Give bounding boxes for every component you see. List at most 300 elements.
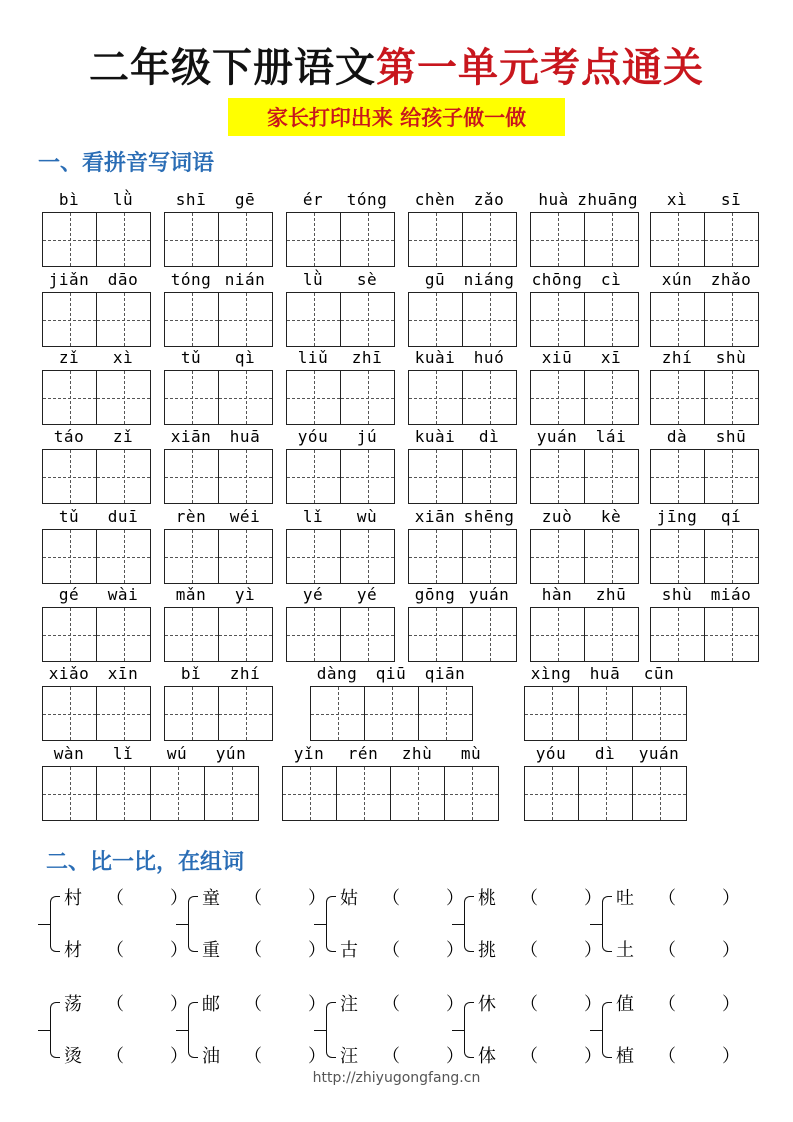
- tianzige-boxes: [42, 529, 151, 584]
- pinyin-syllable: dàng: [316, 664, 358, 683]
- word-box-group: [650, 585, 758, 661]
- writing-cell[interactable]: [391, 767, 445, 820]
- writing-cell[interactable]: [97, 530, 151, 583]
- tianzige-boxes: [42, 370, 151, 425]
- pinyin-syllable: mù: [460, 744, 482, 763]
- writing-cell[interactable]: [165, 530, 219, 583]
- pinyin-syllable: shù: [661, 585, 693, 604]
- compare-item[interactable]: [64, 1042, 188, 1068]
- pinyin-syllable: shū: [715, 427, 747, 446]
- word-box-group: [286, 507, 394, 583]
- writing-cell[interactable]: [531, 530, 585, 583]
- answer-paren-close: ）: [722, 1046, 740, 1067]
- writing-cell[interactable]: [409, 608, 463, 661]
- answer-paren-open: （: [244, 994, 262, 1015]
- compare-character: 挑: [478, 940, 496, 961]
- writing-cell[interactable]: [287, 530, 341, 583]
- brace-stem: [590, 1030, 602, 1031]
- compare-item[interactable]: [478, 936, 602, 962]
- writing-cell[interactable]: [409, 450, 463, 503]
- writing-cell[interactable]: [585, 530, 639, 583]
- compare-character: 植: [616, 1046, 634, 1067]
- writing-cell[interactable]: [205, 767, 259, 820]
- writing-cell[interactable]: [341, 450, 395, 503]
- tianzige-boxes: [650, 529, 759, 584]
- pinyin-syllable: yé: [302, 585, 324, 604]
- writing-cell[interactable]: [165, 293, 219, 346]
- word-box-group: [530, 507, 638, 583]
- writing-cell[interactable]: [705, 608, 759, 661]
- writing-cell[interactable]: [463, 608, 517, 661]
- writing-cell[interactable]: [43, 530, 97, 583]
- writing-cell[interactable]: [219, 213, 273, 266]
- compare-item[interactable]: [616, 1042, 740, 1068]
- writing-cell[interactable]: [219, 450, 273, 503]
- writing-cell[interactable]: [43, 687, 97, 740]
- writing-cell[interactable]: [43, 767, 97, 820]
- pinyin-label: [408, 585, 516, 607]
- writing-cell[interactable]: [585, 213, 639, 266]
- pinyin-syllable: yún: [215, 744, 247, 763]
- writing-cell[interactable]: [219, 608, 273, 661]
- pinyin-syllable: shù: [715, 348, 747, 367]
- pinyin-label: [650, 270, 758, 292]
- pinyin-syllable: huā: [589, 664, 621, 683]
- compare-item[interactable]: [616, 990, 740, 1016]
- pinyin-syllable: zǐ: [112, 427, 134, 446]
- answer-paren-close: ）: [584, 940, 602, 961]
- tianzige-boxes: [286, 607, 395, 662]
- writing-cell[interactable]: [165, 450, 219, 503]
- pinyin-syllable: tǔ: [180, 348, 202, 367]
- tianzige-boxes: [42, 686, 151, 741]
- pinyin-label: [530, 190, 638, 212]
- tianzige-boxes: [530, 370, 639, 425]
- footer-url: http://zhiyugongfang.cn: [312, 1070, 481, 1086]
- writing-cell[interactable]: [97, 213, 151, 266]
- word-box-group: [42, 664, 150, 740]
- compare-character: 村: [64, 888, 82, 909]
- brace-stem: [314, 1030, 326, 1031]
- writing-cell[interactable]: [165, 608, 219, 661]
- writing-cell[interactable]: [341, 213, 395, 266]
- brace-stem: [452, 924, 464, 925]
- pinyin-label: [286, 427, 394, 449]
- brace: [464, 1002, 474, 1058]
- writing-cell[interactable]: [579, 767, 633, 820]
- answer-paren-open: （: [520, 888, 538, 909]
- pinyin-syllable: gū: [424, 270, 446, 289]
- compare-item[interactable]: [202, 990, 326, 1016]
- brace-stem: [38, 1030, 50, 1031]
- writing-cell[interactable]: [585, 371, 639, 424]
- writing-cell[interactable]: [151, 767, 205, 820]
- section-1-heading: 一、看拼音写词语: [38, 150, 215, 176]
- pinyin-label: [286, 348, 394, 370]
- pinyin-syllable: kuài: [414, 348, 456, 367]
- writing-cell[interactable]: [579, 687, 633, 740]
- writing-cell[interactable]: [43, 608, 97, 661]
- answer-paren-close: ）: [170, 940, 188, 961]
- pinyin-syllable: gé: [58, 585, 80, 604]
- brace: [602, 896, 612, 952]
- writing-cell[interactable]: [287, 371, 341, 424]
- pinyin-syllable: xì: [112, 348, 134, 367]
- pinyin-syllable: shī: [175, 190, 207, 209]
- compare-item[interactable]: [202, 936, 326, 962]
- writing-cell[interactable]: [165, 687, 219, 740]
- writing-cell[interactable]: [463, 450, 517, 503]
- writing-cell[interactable]: [311, 687, 365, 740]
- answer-paren-open: （: [520, 940, 538, 961]
- writing-cell[interactable]: [97, 293, 151, 346]
- writing-cell[interactable]: [341, 608, 395, 661]
- pinyin-syllable: wù: [356, 507, 378, 526]
- answer-paren-close: ）: [446, 1046, 464, 1067]
- pinyin-syllable: wài: [107, 585, 139, 604]
- writing-cell[interactable]: [585, 293, 639, 346]
- tianzige-boxes: [650, 212, 759, 267]
- compare-item[interactable]: [616, 884, 740, 910]
- pinyin-syllable: liǔ: [297, 348, 329, 367]
- writing-cell[interactable]: [409, 213, 463, 266]
- writing-cell[interactable]: [287, 450, 341, 503]
- tianzige-boxes: [650, 449, 759, 504]
- pinyin-label: [524, 744, 686, 766]
- compare-character: 体: [478, 1046, 496, 1067]
- compare-pair: [176, 884, 326, 964]
- pinyin-syllable: tóng: [346, 190, 388, 209]
- brace-stem: [314, 924, 326, 925]
- answer-paren-open: （: [106, 888, 124, 909]
- compare-pair: [314, 884, 464, 964]
- pinyin-syllable: tóng: [170, 270, 212, 289]
- pinyin-syllable: ér: [302, 190, 324, 209]
- pinyin-syllable: zhù: [401, 744, 433, 763]
- writing-cell[interactable]: [43, 371, 97, 424]
- pinyin-label: [530, 427, 638, 449]
- writing-cell[interactable]: [705, 371, 759, 424]
- tianzige-boxes: [286, 449, 395, 504]
- answer-paren-open: （: [106, 994, 124, 1015]
- writing-cell[interactable]: [651, 450, 705, 503]
- word-box-group: [286, 348, 394, 424]
- pinyin-syllable: lái: [595, 427, 627, 446]
- compare-character: 吐: [616, 888, 634, 909]
- pinyin-syllable: yuán: [638, 744, 680, 763]
- writing-cell[interactable]: [463, 213, 517, 266]
- writing-cell[interactable]: [585, 450, 639, 503]
- writing-cell[interactable]: [219, 687, 273, 740]
- compare-character: 汪: [340, 1046, 358, 1067]
- answer-paren-close: ）: [584, 888, 602, 909]
- answer-paren-open: （: [520, 994, 538, 1015]
- compare-item[interactable]: [340, 990, 464, 1016]
- pinyin-label: [650, 190, 758, 212]
- writing-cell[interactable]: [365, 687, 419, 740]
- writing-cell[interactable]: [651, 371, 705, 424]
- word-box-group: [530, 348, 638, 424]
- word-box-group: [650, 190, 758, 266]
- writing-cell[interactable]: [651, 608, 705, 661]
- word-box-group: [286, 270, 394, 346]
- pinyin-syllable: rén: [347, 744, 379, 763]
- brace: [464, 896, 474, 952]
- pinyin-label: [530, 348, 638, 370]
- compare-item[interactable]: [340, 884, 464, 910]
- pinyin-syllable: wú: [166, 744, 188, 763]
- writing-cell[interactable]: [531, 293, 585, 346]
- page-title: [0, 36, 793, 93]
- pinyin-syllable: qiān: [424, 664, 466, 683]
- writing-cell[interactable]: [705, 450, 759, 503]
- pinyin-syllable: lǜ: [112, 190, 134, 209]
- pinyin-syllable: hàn: [541, 585, 573, 604]
- tianzige-boxes: [286, 529, 395, 584]
- pinyin-label: [408, 190, 516, 212]
- writing-cell[interactable]: [165, 371, 219, 424]
- pinyin-label: [42, 427, 150, 449]
- word-box-group: [42, 585, 150, 661]
- word-box-group: [530, 427, 638, 503]
- pinyin-syllable: zǐ: [58, 348, 80, 367]
- pinyin-label: [286, 507, 394, 529]
- writing-cell[interactable]: [419, 687, 473, 740]
- word-box-group: [310, 664, 472, 740]
- pinyin-syllable: xì: [666, 190, 688, 209]
- pinyin-syllable: jīng: [656, 507, 698, 526]
- tianzige-boxes: [530, 529, 639, 584]
- compare-character: 古: [340, 940, 358, 961]
- pinyin-syllable: lǐ: [302, 507, 324, 526]
- pinyin-label: [286, 190, 394, 212]
- compare-item[interactable]: [64, 936, 188, 962]
- compare-item[interactable]: [202, 884, 326, 910]
- writing-cell[interactable]: [463, 293, 517, 346]
- writing-cell[interactable]: [219, 530, 273, 583]
- brace: [326, 1002, 336, 1058]
- pinyin-syllable: nián: [224, 270, 266, 289]
- tianzige-boxes: [530, 212, 639, 267]
- answer-paren-open: （: [658, 888, 676, 909]
- pinyin-syllable: yóu: [535, 744, 567, 763]
- word-box-group: [530, 190, 638, 266]
- pinyin-syllable: zhí: [229, 664, 261, 683]
- tianzige-boxes: [164, 607, 273, 662]
- word-box-group: [164, 427, 272, 503]
- pinyin-syllable: xiān: [414, 507, 456, 526]
- compare-pair: [38, 884, 188, 964]
- writing-cell[interactable]: [651, 530, 705, 583]
- compare-item[interactable]: [64, 990, 188, 1016]
- brace-stem: [590, 924, 602, 925]
- writing-cell[interactable]: [97, 767, 151, 820]
- compare-character: 童: [202, 888, 220, 909]
- writing-cell[interactable]: [463, 530, 517, 583]
- writing-cell[interactable]: [97, 371, 151, 424]
- pinyin-label: [42, 348, 150, 370]
- pinyin-syllable: xiū: [541, 348, 573, 367]
- writing-cell[interactable]: [531, 608, 585, 661]
- pinyin-syllable: xìng: [530, 664, 572, 683]
- writing-cell[interactable]: [585, 608, 639, 661]
- pinyin-label: [42, 664, 150, 686]
- writing-cell[interactable]: [409, 293, 463, 346]
- writing-cell[interactable]: [165, 213, 219, 266]
- tianzige-boxes: [42, 766, 259, 821]
- title-grade: 二年级下册语文: [89, 45, 376, 91]
- writing-cell[interactable]: [705, 213, 759, 266]
- pinyin-syllable: yuán: [468, 585, 510, 604]
- pinyin-label: [164, 348, 272, 370]
- pinyin-syllable: dà: [666, 427, 688, 446]
- word-box-group: [530, 585, 638, 661]
- compare-character: 材: [64, 940, 82, 961]
- pinyin-syllable: huā: [229, 427, 261, 446]
- writing-cell[interactable]: [283, 767, 337, 820]
- answer-paren-close: ）: [722, 888, 740, 909]
- writing-cell[interactable]: [97, 687, 151, 740]
- compare-item[interactable]: [478, 990, 602, 1016]
- writing-cell[interactable]: [43, 293, 97, 346]
- tianzige-boxes: [164, 370, 273, 425]
- writing-cell[interactable]: [445, 767, 499, 820]
- writing-cell[interactable]: [97, 450, 151, 503]
- writing-cell[interactable]: [97, 608, 151, 661]
- tianzige-boxes: [408, 529, 517, 584]
- writing-cell[interactable]: [219, 293, 273, 346]
- writing-cell[interactable]: [409, 530, 463, 583]
- pinyin-syllable: gē: [234, 190, 256, 209]
- answer-paren-open: （: [382, 1046, 400, 1067]
- writing-cell[interactable]: [705, 530, 759, 583]
- pinyin-label: [42, 270, 150, 292]
- pinyin-syllable: jú: [356, 427, 378, 446]
- writing-cell[interactable]: [463, 371, 517, 424]
- writing-cell[interactable]: [531, 450, 585, 503]
- pinyin-syllable: qì: [234, 348, 256, 367]
- compare-item[interactable]: [340, 936, 464, 962]
- pinyin-label: [408, 270, 516, 292]
- writing-cell[interactable]: [633, 687, 687, 740]
- answer-paren-open: （: [244, 1046, 262, 1067]
- pinyin-syllable: zǎo: [473, 190, 505, 209]
- answer-paren-open: （: [520, 1046, 538, 1067]
- writing-cell[interactable]: [287, 608, 341, 661]
- writing-cell[interactable]: [43, 450, 97, 503]
- brace: [188, 1002, 198, 1058]
- pinyin-syllable: duī: [107, 507, 139, 526]
- writing-cell[interactable]: [341, 371, 395, 424]
- tianzige-boxes: [286, 292, 395, 347]
- brace-stem: [38, 924, 50, 925]
- pinyin-label: [408, 348, 516, 370]
- pinyin-syllable: chōng: [531, 270, 583, 289]
- compare-pair: [590, 990, 740, 1070]
- word-box-group: [42, 190, 150, 266]
- compare-item[interactable]: [64, 884, 188, 910]
- compare-item[interactable]: [478, 884, 602, 910]
- compare-item[interactable]: [478, 1042, 602, 1068]
- writing-cell[interactable]: [43, 213, 97, 266]
- tianzige-boxes: [530, 607, 639, 662]
- pinyin-syllable: yé: [356, 585, 378, 604]
- pinyin-syllable: huà: [538, 190, 569, 209]
- writing-cell[interactable]: [705, 293, 759, 346]
- word-box-group: [650, 270, 758, 346]
- section-2-heading: 二、比一比，在组词: [46, 849, 245, 875]
- pinyin-syllable: xī: [600, 348, 622, 367]
- word-box-group: [42, 744, 258, 820]
- tianzige-boxes: [408, 370, 517, 425]
- writing-cell[interactable]: [651, 293, 705, 346]
- tianzige-boxes: [408, 212, 517, 267]
- brace: [602, 1002, 612, 1058]
- compare-item[interactable]: [340, 1042, 464, 1068]
- tianzige-boxes: [42, 212, 151, 267]
- compare-pair: [314, 990, 464, 1070]
- brace-stem: [452, 1030, 464, 1031]
- pinyin-label: [650, 507, 758, 529]
- word-box-group: [286, 427, 394, 503]
- pinyin-syllable: niáng: [463, 270, 515, 289]
- answer-paren-close: ）: [446, 994, 464, 1015]
- writing-cell[interactable]: [531, 371, 585, 424]
- answer-paren-close: ）: [170, 888, 188, 909]
- pinyin-syllable: lǜ: [302, 270, 324, 289]
- pinyin-label: [650, 348, 758, 370]
- pinyin-label: [524, 664, 686, 686]
- tianzige-boxes: [164, 686, 273, 741]
- pinyin-syllable: miáo: [710, 585, 752, 604]
- writing-cell[interactable]: [531, 213, 585, 266]
- writing-cell[interactable]: [287, 213, 341, 266]
- pinyin-syllable: cūn: [643, 664, 675, 683]
- writing-cell[interactable]: [525, 767, 579, 820]
- pinyin-label: [408, 507, 516, 529]
- writing-cell[interactable]: [525, 687, 579, 740]
- compare-item[interactable]: [616, 936, 740, 962]
- writing-cell[interactable]: [341, 530, 395, 583]
- pinyin-syllable: wàn: [53, 744, 85, 763]
- writing-cell[interactable]: [633, 767, 687, 820]
- word-box-group: [650, 348, 758, 424]
- writing-cell[interactable]: [409, 371, 463, 424]
- pinyin-label: [164, 664, 272, 686]
- brace: [188, 896, 198, 952]
- tianzige-boxes: [42, 292, 151, 347]
- brace-stem: [176, 924, 188, 925]
- answer-paren-close: ）: [722, 994, 740, 1015]
- pinyin-label: [42, 585, 150, 607]
- compare-character: 烫: [64, 1046, 82, 1067]
- writing-cell[interactable]: [341, 293, 395, 346]
- compare-character: 荡: [64, 994, 82, 1015]
- writing-cell[interactable]: [287, 293, 341, 346]
- pinyin-syllable: bì: [58, 190, 80, 209]
- compare-item[interactable]: [202, 1042, 326, 1068]
- answer-paren-open: （: [658, 994, 676, 1015]
- tianzige-boxes: [164, 449, 273, 504]
- writing-cell[interactable]: [337, 767, 391, 820]
- compare-character: 油: [202, 1046, 220, 1067]
- writing-cell[interactable]: [651, 213, 705, 266]
- answer-paren-close: ）: [446, 940, 464, 961]
- brace: [50, 896, 60, 952]
- writing-cell[interactable]: [219, 371, 273, 424]
- tianzige-boxes: [164, 292, 273, 347]
- answer-paren-close: ）: [584, 994, 602, 1015]
